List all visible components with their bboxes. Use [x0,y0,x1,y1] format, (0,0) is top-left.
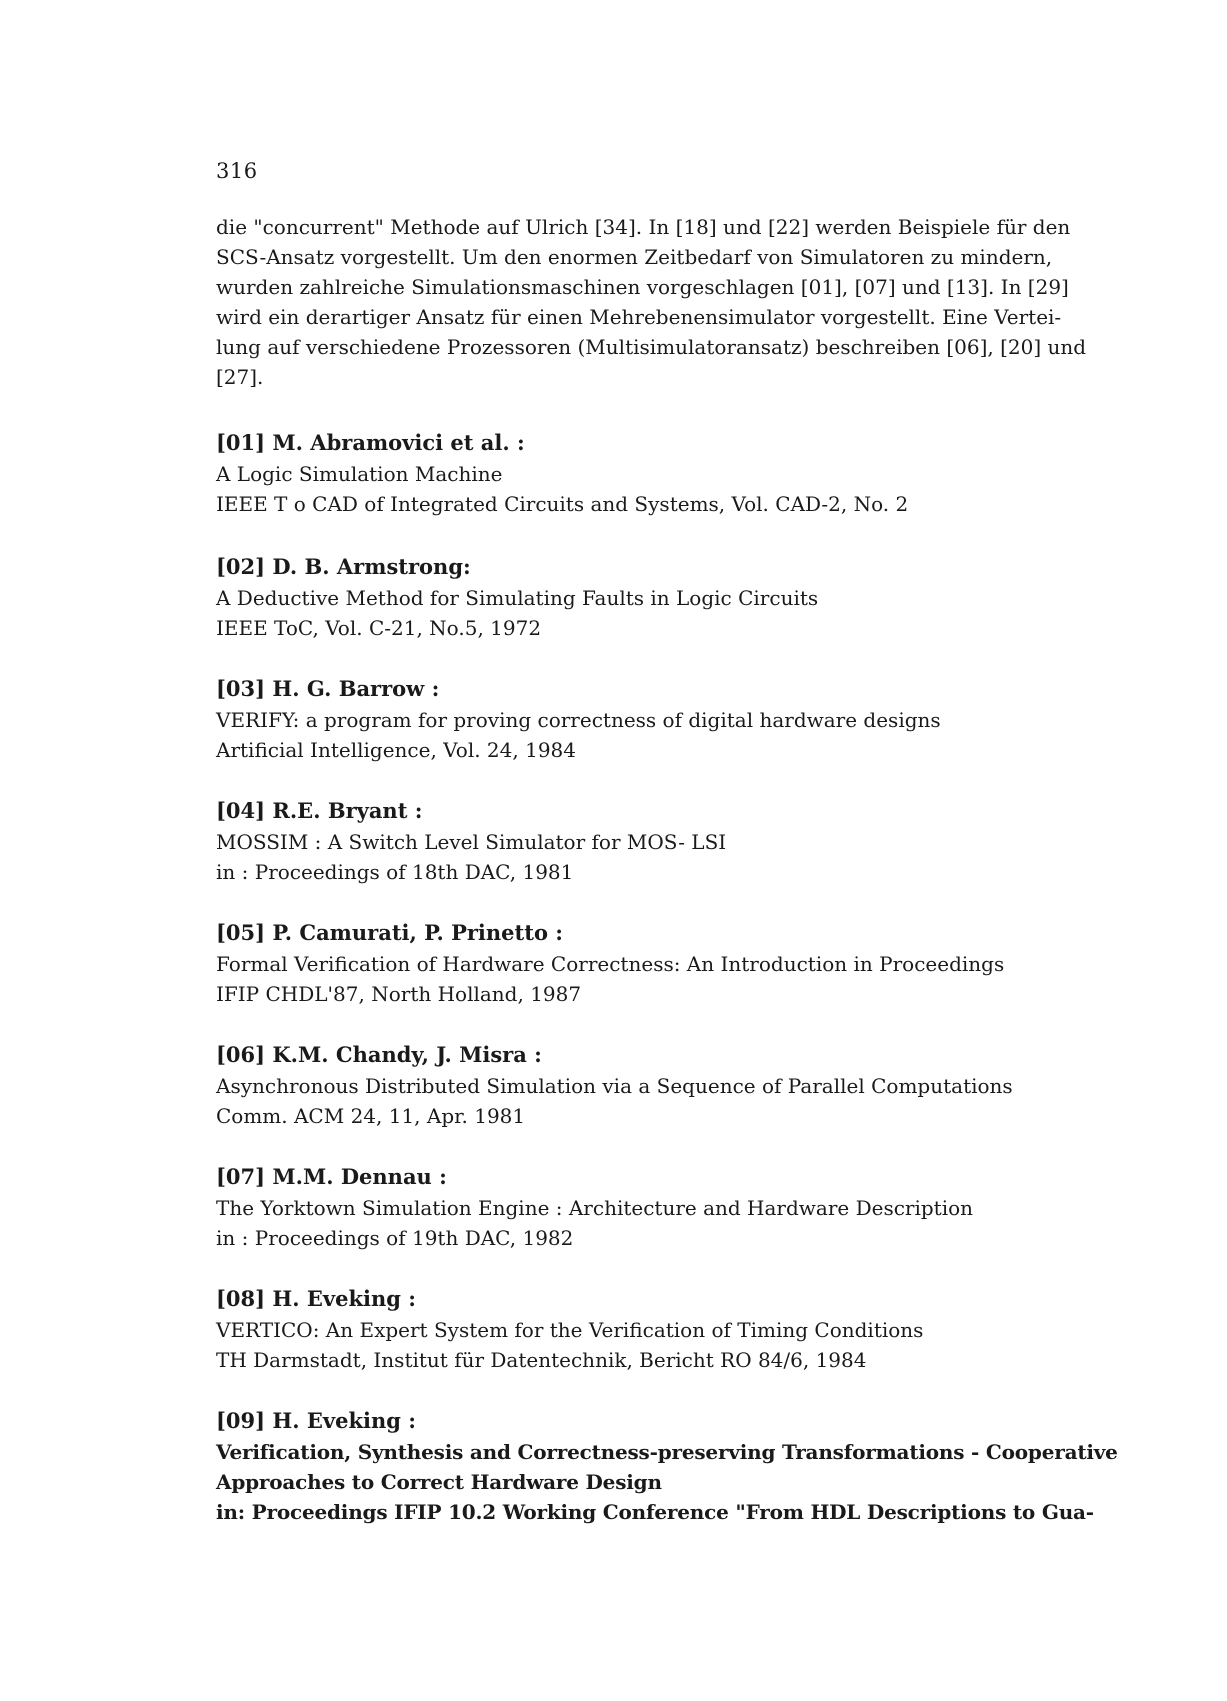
intro-line: wird ein derartiger Ansatz für einen Mehrebenensimulator vorgestellt. Eine Vertei- [216,305,1062,329]
reference-heading [216,673,1126,705]
reference-entry [216,1405,1126,1527]
intro-line: wurden zahlreiche Simulationsmaschinen vorgeschlagen [01], [07] und [13]. In [29] [216,275,1069,299]
reference-author: H. G. Barrow : [272,676,440,701]
reference-title: MOSSIM : A Switch Level Simulator for MOS- LSI [216,830,727,854]
reference-heading [216,551,1126,583]
reference-source: Artificial Intelligence, Vol. 24, 1984 [216,738,576,762]
reference-number: [09] [216,1408,266,1433]
intro-paragraph [216,212,1116,392]
reference-author: H. Eveking : [272,1408,416,1433]
reference-heading [216,427,1126,459]
reference-source: in : Proceedings of 18th DAC, 1981 [216,860,574,884]
reference-source: Comm. ACM 24, 11, Apr. 1981 [216,1104,526,1128]
reference-source: in: Proceedings IFIP 10.2 Working Conference "From HDL Descriptions to Gua- [216,1500,1094,1524]
reference-title: VERTICO: An Expert System for the Verification of Timing Conditions [216,1318,924,1342]
intro-line: lung auf verschiedene Prozessoren (Multisimulatoransatz) beschreiben [06], [20] und [216,335,1087,359]
reference-entry [216,427,1126,519]
reference-number: [08] [216,1286,266,1311]
reference-title: A Logic Simulation Machine [216,462,503,486]
reference-author: H. Eveking : [272,1286,416,1311]
reference-entry [216,1039,1126,1131]
reference-source: IFIP CHDL'87, North Holland, 1987 [216,982,582,1006]
reference-entry [216,551,1126,643]
reference-title: VERIFY: a program for proving correctness of digital hardware designs [216,708,941,732]
reference-source: in : Proceedings of 19th DAC, 1982 [216,1226,574,1250]
reference-author: D. B. Armstrong: [272,554,471,579]
intro-line: SCS-Ansatz vorgestellt. Um den enormen Zeitbedarf von Simulatoren zu mindern, [216,245,1053,269]
reference-number: [02] [216,554,266,579]
intro-line: die "concurrent" Methode auf Ulrich [34]. In [18] und [22] werden Beispiele für den [216,215,1071,239]
reference-title: Verification, Synthesis and Correctness-preserving Transformations - Cooperative [216,1440,1118,1464]
reference-heading [216,1405,1126,1437]
intro-line: [27]. [216,365,264,389]
reference-source: IEEE T o CAD of Integrated Circuits and Systems, Vol. CAD-2, No. 2 [216,492,909,516]
reference-author: M. Abramovici et al. : [272,430,525,455]
reference-entry [216,673,1126,765]
reference-entry [216,795,1126,887]
reference-number: [05] [216,920,266,945]
reference-title: Formal Verification of Hardware Correctness: An Introduction in Proceedings [216,952,1005,976]
reference-heading [216,1161,1126,1193]
reference-author: P. Camurati, P. Prinetto : [272,920,564,945]
reference-entry [216,917,1126,1009]
reference-author: K.M. Chandy, J. Misra : [272,1042,542,1067]
reference-entry [216,1161,1126,1253]
reference-title: A Deductive Method for Simulating Faults in Logic Circuits [216,586,819,610]
reference-number: [04] [216,798,266,823]
reference-number: [03] [216,676,266,701]
reference-author: R.E. Bryant : [272,798,423,823]
reference-heading [216,1283,1126,1315]
reference-number: [06] [216,1042,266,1067]
reference-title: The Yorktown Simulation Engine : Architecture and Hardware Description [216,1196,974,1220]
reference-number: [01] [216,430,266,455]
reference-number: [07] [216,1164,266,1189]
reference-heading [216,1039,1126,1071]
reference-entry [216,1283,1126,1375]
reference-author: M.M. Dennau : [272,1164,447,1189]
reference-heading [216,795,1126,827]
page-number: 316 [216,159,258,183]
reference-source: IEEE ToC, Vol. C-21, No.5, 1972 [216,616,542,640]
reference-heading [216,917,1126,949]
reference-source: TH Darmstadt, Institut für Datentechnik, Bericht RO 84/6, 1984 [216,1348,867,1372]
reference-title-continued: Approaches to Correct Hardware Design [216,1470,662,1494]
reference-title: Asynchronous Distributed Simulation via a Sequence of Parallel Computations [216,1074,1013,1098]
